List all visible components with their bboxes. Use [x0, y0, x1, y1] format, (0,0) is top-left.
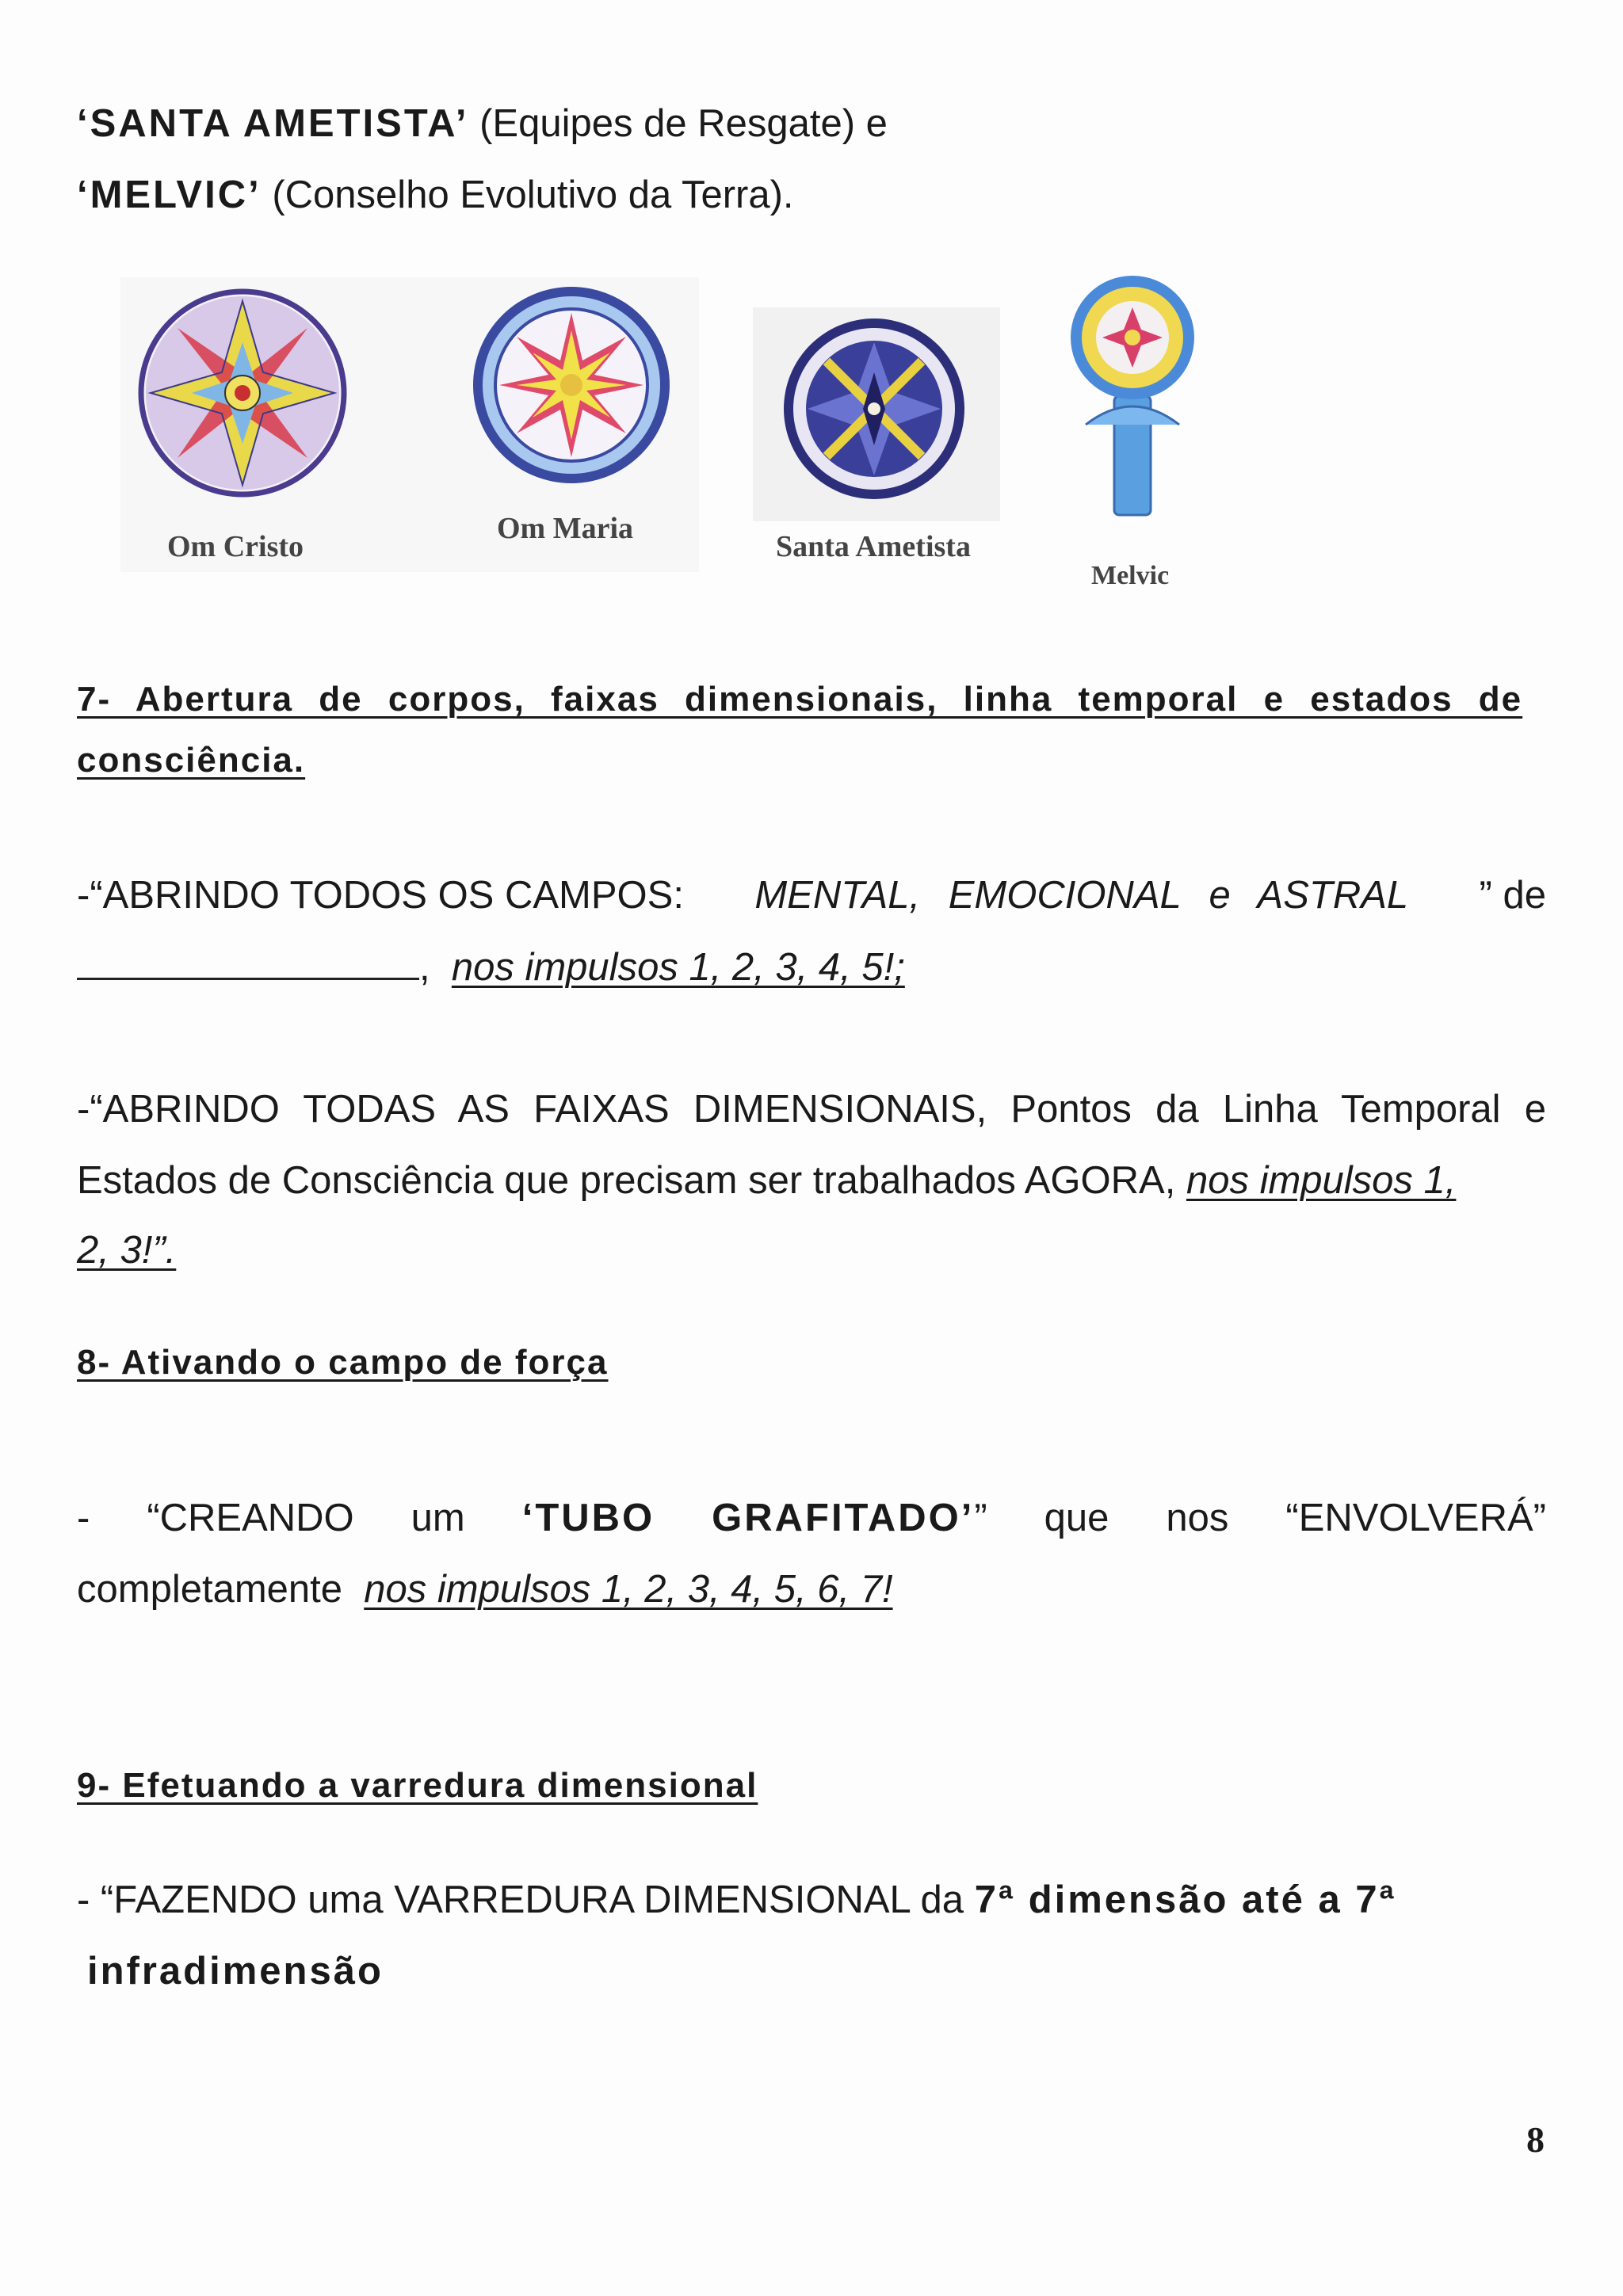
- intro-line-2: [77, 171, 794, 219]
- caption-om-maria: Om Maria: [497, 512, 634, 545]
- santa-ametista-mandala-icon: [781, 315, 968, 502]
- s9-text: - “FAZENDO uma VARREDURA DIMENSIONAL da: [77, 1878, 964, 1921]
- intro-line-2-text: (Conselho Evolutivo da Terra).: [272, 174, 794, 216]
- s8-envolvera: “ENVOLVERÁ”: [1285, 1497, 1546, 1539]
- p1-de: ” de: [1479, 874, 1546, 917]
- section-7-heading-line-2: consciência.: [77, 741, 306, 780]
- s9-dimensions: 7ª dimensão até a 7ª: [974, 1878, 1396, 1921]
- s8-completamente: completamente: [77, 1568, 343, 1611]
- p1-open: -“ABRINDO TODOS OS CAMPOS:: [77, 874, 684, 917]
- p2-text: Estados de Consciência que precisam ser trabalhados AGORA,: [77, 1159, 1176, 1202]
- melvic-title: ‘MELVIC’: [77, 174, 262, 216]
- p1-impulsos: nos impulsos 1, 2, 3, 4, 5!;: [451, 946, 905, 989]
- caption-om-cristo: Om Cristo: [167, 530, 304, 563]
- melvic-symbol-icon: [1062, 269, 1203, 520]
- om-cristo-mandala-icon: [136, 287, 349, 499]
- intro-line-1-text: (Equipes de Resgate) e: [479, 102, 888, 145]
- section-7-para-2-line-3: 2, 3!”.: [77, 1229, 177, 1272]
- section-8-para-line-1: [77, 1494, 1546, 1542]
- section-7-para-1-line-1: [77, 871, 1546, 919]
- blank-name-field[interactable]: [77, 943, 419, 980]
- s8-dash: -: [77, 1497, 90, 1539]
- s8-creando: “CREANDO: [147, 1497, 354, 1539]
- section-7-heading-line-1: 7- Abertura de corpos, faixas dimensionais, linha temporal e estados de: [77, 680, 1523, 719]
- s8-quote: ”: [974, 1497, 987, 1539]
- section-7-para-1-line-2: [77, 943, 905, 991]
- p1-fields: MENTAL, EMOCIONAL e ASTRAL: [754, 874, 1409, 917]
- section-7-para-2-line-1: -“ABRINDO TODAS AS FAIXAS DIMENSIONAIS, Pontos da Linha Temporal e: [77, 1088, 1546, 1131]
- section-8-para-line-2: [77, 1566, 893, 1613]
- section-7-para-2-line-2: [77, 1157, 1456, 1204]
- section-9-para-line-1: [77, 1876, 1396, 1924]
- caption-santa-ametista: Santa Ametista: [776, 530, 971, 563]
- section-8-heading: 8- Ativando o campo de força: [77, 1343, 609, 1382]
- intro-line-1: [77, 100, 888, 147]
- s8-impulsos: nos impulsos 1, 2, 3, 4, 5, 6, 7!: [364, 1568, 893, 1611]
- page-number: 8: [1526, 2119, 1545, 2160]
- s8-grafitado: GRAFITADO’: [712, 1497, 975, 1539]
- p2-impulsos: nos impulsos 1,: [1186, 1159, 1457, 1202]
- santa-ametista-title: ‘SANTA AMETISTA’: [77, 102, 469, 145]
- s8-que: que: [1044, 1497, 1109, 1539]
- s8-um: um: [411, 1497, 465, 1539]
- om-maria-mandala-icon: [468, 281, 675, 489]
- section-9-heading: 9- Efetuando a varredura dimensional: [77, 1766, 758, 1805]
- section-9-para-line-2: infradimensão: [87, 1950, 384, 1993]
- s8-tubo: ‘TUBO: [521, 1497, 655, 1539]
- s8-nos: nos: [1166, 1497, 1229, 1539]
- p1-comma: ,: [419, 946, 430, 989]
- caption-melvic: Melvic: [1091, 561, 1170, 590]
